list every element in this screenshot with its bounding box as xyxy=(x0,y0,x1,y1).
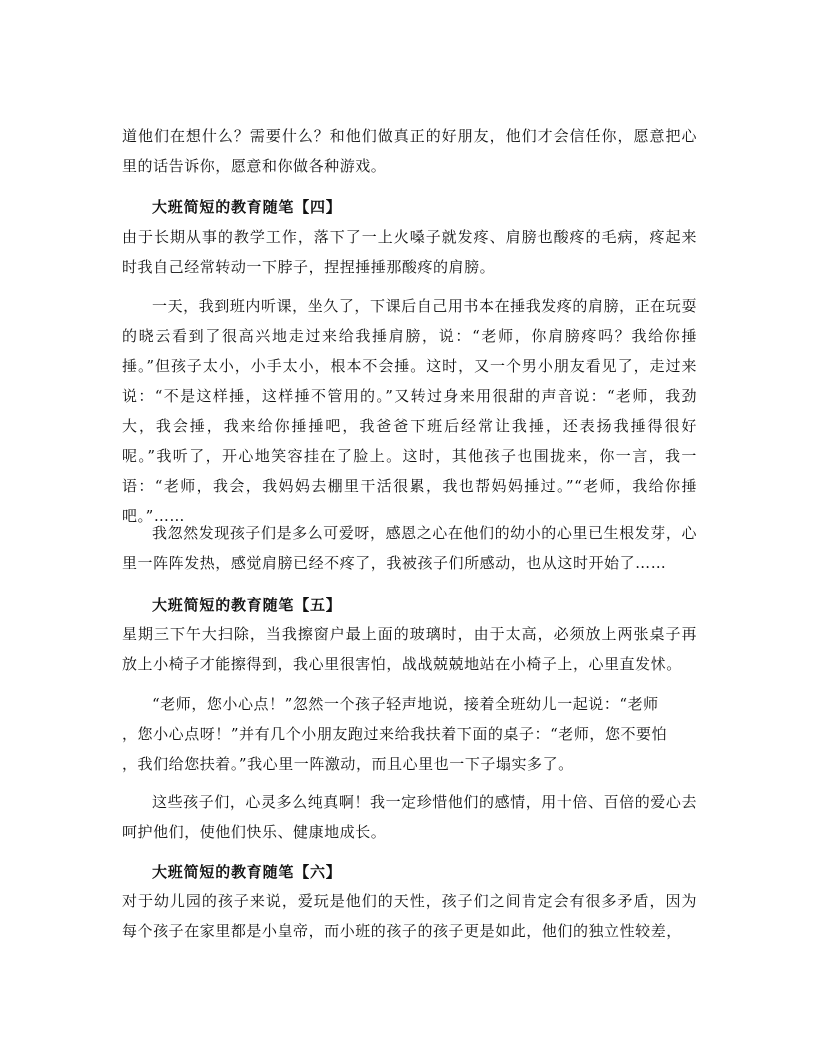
paragraph-line: “老师，您小心点！”忽然一个孩子轻声地说，接着全班幼儿一起说：“老师 xyxy=(152,695,659,713)
paragraph-line: ，您小心点呀！”并有几个小朋友跑过来给我扶着下面的桌子：“老师，您不要怕 xyxy=(122,725,668,743)
section-heading-4: 大班简短的教育随笔【四】 xyxy=(152,198,342,216)
paragraph-shoulder-pain: 由于长期从事的教学工作，落下了一上火嗓子就发疼、肩膀也酸疼的毛病，疼起来时我自己经常转动一下脖子，捏捏捶捶那酸疼的肩膀。 xyxy=(122,228,697,276)
paragraph-children-massage: 一天，我到班内听课，坐久了，下课后自己用书本在捶我发疼的肩膀，正在玩耍的晓云看到了很高兴地走过来给我捶肩膀，说：“老师，你肩膀疼吗？我给你捶捶。”但孩子太小，小手太小，根本不会捶。这时，又一个男小朋友看见了，走过来说：“不是这样捶，这样捶不管用的。”又转过身来用很甜的声音说：“老师，我劲大，我会捶，我来给你捶捶吧，我爸爸下班后经常让我捶，还表扬我捶得很好呢。”我听了，开心地笑容挂在了脸上。这时，其他孩子也围拢来，你一言，我一语：“老师，我会，我妈妈去棚里干活很累，我也帮妈妈捶过。”“老师，我给你捶吧。”…… xyxy=(122,297,697,525)
paragraph-gratitude: 我忽然发现孩子们是多么可爱呀，感恩之心在他们的幼小的心里已生根发芽，心里一阵阵发热，感觉肩膀已经不疼了，我被孩子们所感动，也从这时开始了…… xyxy=(122,524,697,572)
section-heading-6: 大班简短的教育随笔【六】 xyxy=(152,863,342,881)
paragraph-line: ，我们给您扶着。”我心里一阵激动，而且心里也一下子塌实多了。 xyxy=(122,755,574,773)
paragraph-cleaning-windows: 星期三下午大扫除，当我擦窗户最上面的玻璃时，由于太高，必须放上两张桌子再放上小椅子才能擦得到，我心里很害怕，战战兢兢地站在小椅子上，心里直发怵。 xyxy=(122,625,697,673)
paragraph-pure-hearts: 这些孩子们，心灵多么纯真啊！我一定珍惜他们的感情，用十倍、百倍的爱心去呵护他们，使他们快乐、健康地成长。 xyxy=(122,793,697,841)
paragraph-intro-continuation: 道他们在想什么？需要什么？和他们做真正的好朋友，他们才会信任你，愿意把心里的话告诉你，愿意和你做各种游戏。 xyxy=(122,127,697,175)
paragraph-kindergarten-play: 对于幼儿园的孩子来说，爱玩是他们的天性，孩子们之间肯定会有很多矛盾，因为每个孩子在家里都是小皇帝，而小班的孩子的孩子更是如此，他们的独立性较差， xyxy=(122,892,697,940)
section-heading-5: 大班简短的教育随笔【五】 xyxy=(152,596,342,614)
